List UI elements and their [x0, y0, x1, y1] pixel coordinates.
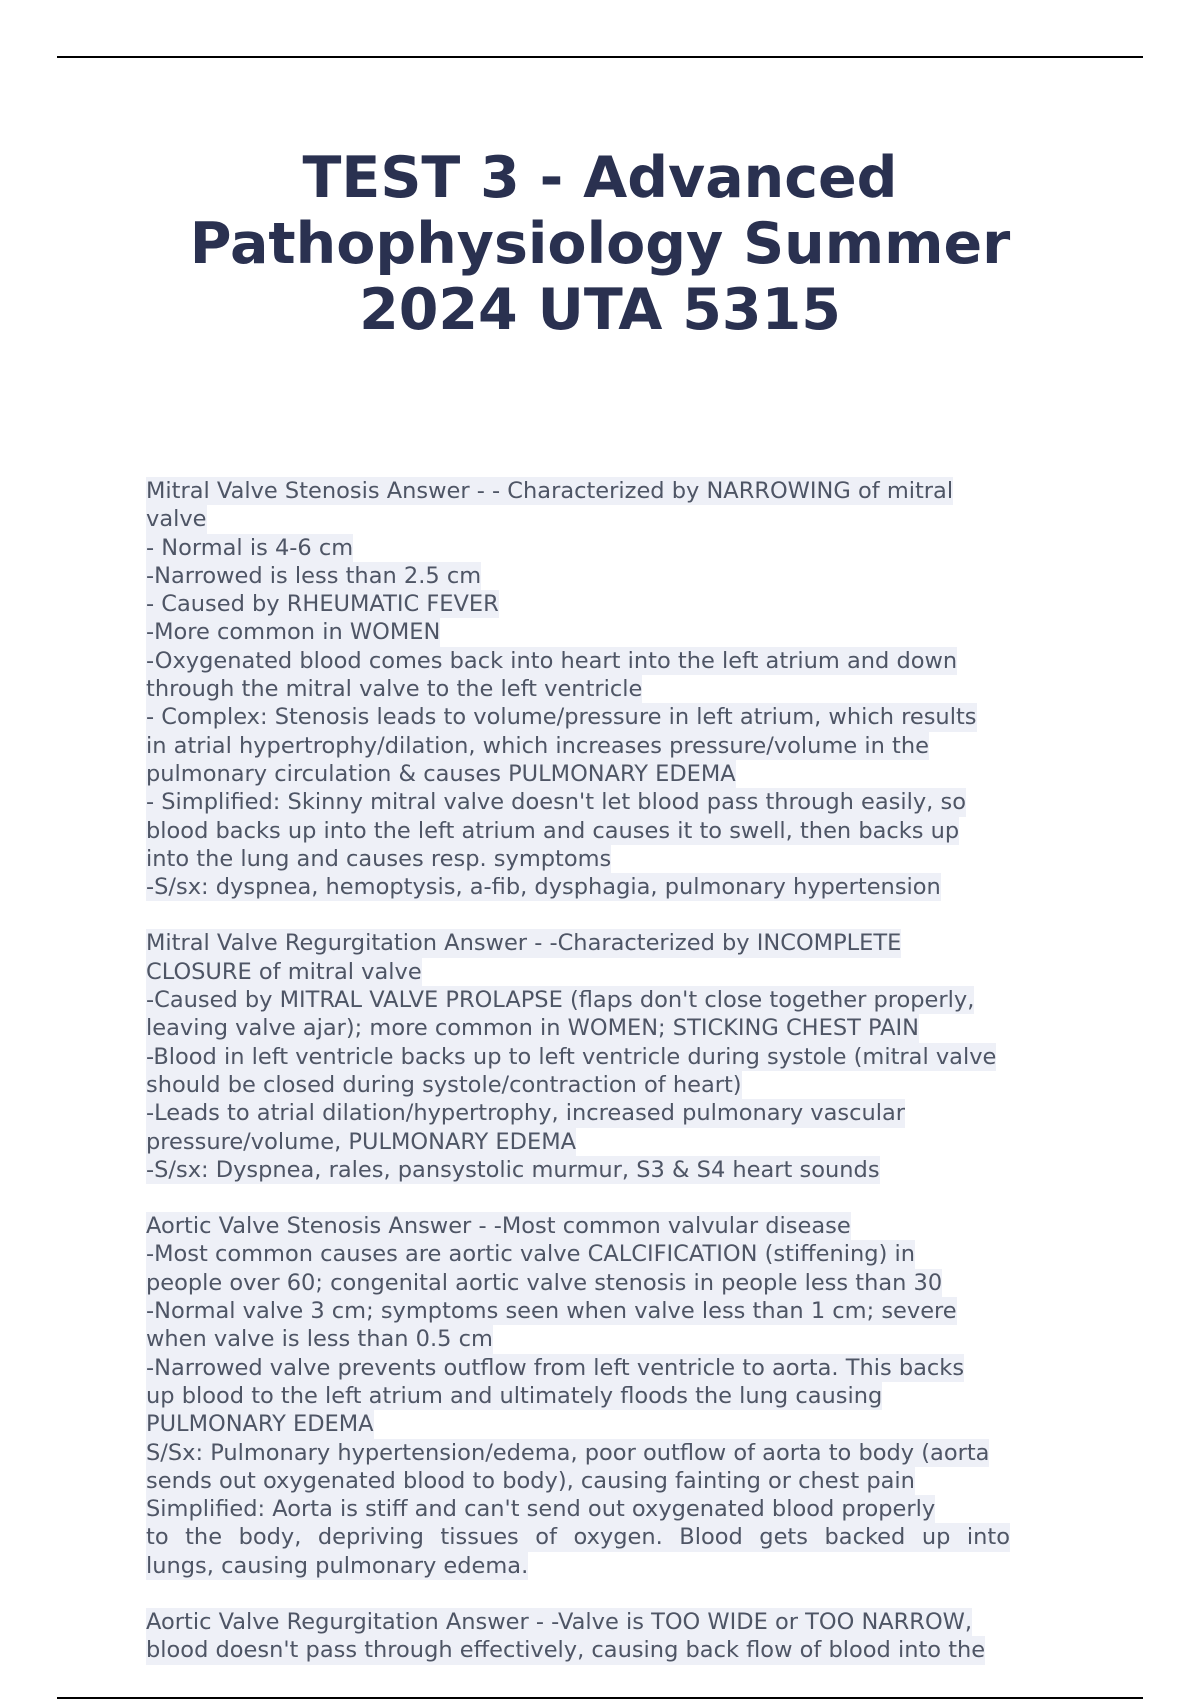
text-line: CLOSURE of mitral valve	[146, 958, 422, 985]
text-line: -S/sx: dyspnea, hemoptysis, a-fib, dysphagia, pulmonary hypertension	[146, 874, 941, 901]
title-line: TEST 3 - Advanced	[302, 145, 898, 211]
section-mitral-valve-regurgitation	[146, 929, 1146, 1184]
text-line: -More common in WOMEN	[146, 619, 441, 646]
section-aortic-valve-regurgitation	[146, 1608, 1146, 1665]
document-title	[100, 145, 1100, 343]
text-line: people over 60; congenital aortic valve stenosis in people less than 30	[146, 1269, 943, 1296]
text-line: into the lung and causes resp. symptoms	[146, 845, 612, 872]
text-line: pressure/volume, PULMONARY EDEMA	[146, 1128, 576, 1155]
text-line: through the mitral valve to the left ventricle	[146, 676, 643, 703]
text-line: - Complex: Stenosis leads to volume/pressure in left atrium, which results	[146, 704, 977, 731]
text-line: -Caused by MITRAL VALVE PROLAPSE (flaps don't close together properly,	[146, 987, 975, 1014]
top-rule	[57, 56, 1143, 58]
text-line: -Narrowed is less than 2.5 cm	[146, 562, 482, 589]
text-line: -Normal valve 3 cm; symptoms seen when valve less than 1 cm; severe	[146, 1298, 957, 1325]
bottom-rule	[57, 1697, 1143, 1699]
text-line: -Blood in left ventricle backs up to left ventricle during systole (mitral valve	[146, 1043, 997, 1070]
text-line: - Simplified: Skinny mitral valve doesn't let blood pass through easily, so	[146, 789, 966, 816]
text-line: PULMONARY EDEMA	[146, 1411, 374, 1438]
text-line: - Normal is 4-6 cm	[146, 534, 354, 561]
text-line: pulmonary circulation & causes PULMONARY EDEMA	[146, 760, 736, 787]
text-line: S/Sx: Pulmonary hypertension/edema, poor outflow of aorta to body (aorta	[146, 1439, 990, 1466]
text-line: in atrial hypertrophy/dilation, which increases pressure/volume in the	[146, 732, 929, 759]
text-line: Simplified: Aorta is stiff and can't send out oxygenated blood properly	[146, 1496, 936, 1523]
text-line: leaving valve ajar); more common in WOMEN; STICKING CHEST PAIN	[146, 1015, 919, 1042]
text-line: should be closed during systole/contraction of heart)	[146, 1071, 742, 1098]
text-line: blood doesn't pass through effectively, causing back flow of blood into the	[146, 1637, 986, 1664]
title-line: 2024 UTA 5315	[359, 277, 841, 343]
text-line: -Most common causes are aortic valve CALCIFICATION (stiffening) in	[146, 1241, 916, 1268]
text-line: lungs, causing pulmonary edema.	[146, 1552, 529, 1579]
text-line: valve	[146, 506, 207, 533]
section-mitral-valve-stenosis	[146, 477, 1146, 901]
document-body	[146, 477, 1146, 1693]
title-line: Pathophysiology Summer	[189, 211, 1011, 277]
text-line: Mitral Valve Regurgitation Answer - -Characterized by INCOMPLETE	[146, 930, 902, 957]
text-line: up blood to the left atrium and ultimately floods the lung causing	[146, 1382, 883, 1409]
text-line: -Narrowed valve prevents outflow from left ventricle to aorta. This backs	[146, 1354, 965, 1381]
text-line: blood backs up into the left atrium and causes it to swell, then backs up	[146, 817, 960, 844]
text-line: - Caused by RHEUMATIC FEVER	[146, 591, 499, 618]
text-line: -Oxygenated blood comes back into heart into the left atrium and down	[146, 647, 958, 674]
text-line: -Leads to atrial dilation/hypertrophy, increased pulmonary vascular	[146, 1100, 906, 1127]
text-line: -S/sx: Dyspnea, rales, pansystolic murmur, S3 & S4 heart sounds	[146, 1156, 880, 1183]
text-line: Mitral Valve Stenosis Answer - - Characterized by NARROWING of mitral	[146, 478, 954, 504]
text-line: Aortic Valve Stenosis Answer - -Most common valvular disease	[146, 1213, 851, 1240]
text-line: sends out oxygenated blood to body), causing fainting or chest pain	[146, 1467, 915, 1494]
section-aortic-valve-stenosis	[146, 1212, 1146, 1580]
text-line: Aortic Valve Regurgitation Answer - -Valve is TOO WIDE or TOO NARROW,	[146, 1608, 973, 1635]
text-line: to the body, depriving tissues of oxygen. Blood gets backed up into	[146, 1524, 1010, 1551]
text-line: when valve is less than 0.5 cm	[146, 1326, 493, 1353]
